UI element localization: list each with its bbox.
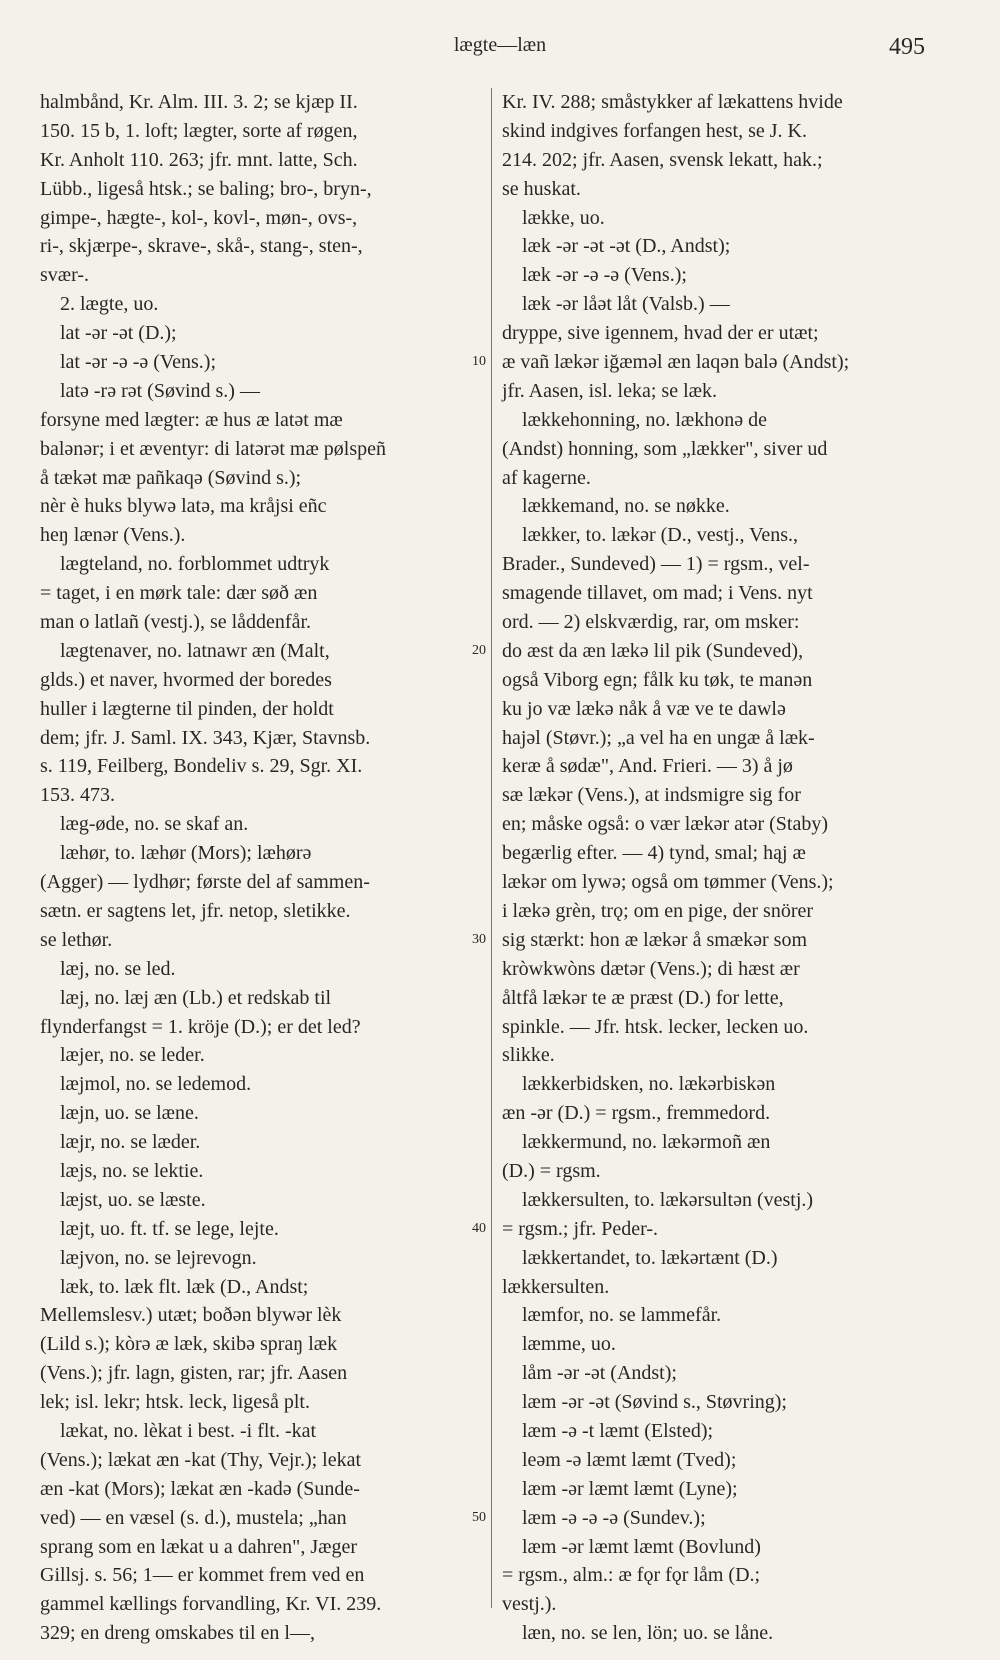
text-line: læk -ər -ət -ət (D., Andst); bbox=[522, 235, 731, 258]
text-line: lækkehonning, no. lækhonə de bbox=[522, 408, 767, 431]
text-line: keræ å sødæ", And. Frieri. — 3) å jø bbox=[502, 755, 793, 778]
text-line: leəm -ə læmt læmt (Tved); bbox=[522, 1448, 737, 1471]
text-line: sig stærkt: hon æ lækər å smækər som bbox=[502, 928, 807, 951]
text-line: (Lild s.); kòrə æ læk, skibə spraŋ læk bbox=[40, 1333, 338, 1356]
text-line: lækkerbidsken, no. lækərbiskən bbox=[522, 1073, 776, 1096]
line-number: 20 bbox=[472, 643, 486, 659]
text-line: (Agger) — lydhør; første del af sammen- bbox=[40, 871, 370, 894]
text-line: lækkemand, no. se nøkke. bbox=[522, 495, 730, 518]
text-line: æn -kat (Mors); lækat æn -kadə (Sunde- bbox=[40, 1477, 360, 1500]
text-line: do æst da æn lækə lil pik (Sundeved), bbox=[502, 639, 804, 662]
line-number: 40 bbox=[472, 1221, 486, 1237]
text-line: lækker, to. lækər (D., vestj., Vens., bbox=[522, 524, 799, 547]
text-line: (Vens.); lækat æn -kat (Thy, Vejr.); lekat bbox=[40, 1448, 362, 1471]
text-line: låm -ər -ət (Andst); bbox=[522, 1362, 677, 1385]
text-line: ri-, skjærpe-, skrave-, skå-, stang-, sten-, bbox=[40, 235, 363, 258]
text-line: åltfå lækər te æ præst (D.) for lette, bbox=[502, 986, 784, 1009]
text-line: 2. lægte, uo. bbox=[60, 293, 159, 316]
text-line: læjer, no. se leder. bbox=[60, 1044, 205, 1067]
text-line: læjmol, no. se ledemod. bbox=[60, 1073, 252, 1096]
text-line: huller i lægterne til pinden, der holdt bbox=[40, 697, 334, 720]
text-line: begærlig efter. — 4) tynd, smal; hąj æ bbox=[502, 842, 806, 865]
text-line: læmme, uo. bbox=[522, 1333, 616, 1356]
text-line: 214. 202; jfr. Aasen, svensk lekatt, hak.; bbox=[502, 148, 823, 171]
line-number: 10 bbox=[472, 354, 486, 370]
text-line: Kr. Anholt 110. 263; jfr. mnt. latte, Sch. bbox=[40, 148, 358, 171]
text-line: s. 119, Feilberg, Bondeliv s. 29, Sgr. XI. bbox=[40, 755, 363, 778]
text-line: 153. 473. bbox=[40, 784, 115, 807]
text-line: læk, to. læk flt. læk (D., Andst; bbox=[60, 1275, 309, 1298]
text-line: læm -ər læmt læmt (Bovlund) bbox=[522, 1535, 761, 1558]
text-line: læm -ə -ə -ə (Sundev.); bbox=[522, 1506, 706, 1529]
text-line: sætn. er sagtens let, jfr. netop, sletikke. bbox=[40, 899, 351, 922]
text-line: æn -ər (D.) = rgsm., fremmedord. bbox=[502, 1102, 771, 1125]
text-line: = rgsm., alm.: æ fǫr fǫr låm (D.; bbox=[502, 1564, 761, 1587]
text-line: læjst, uo. se læste. bbox=[60, 1188, 206, 1211]
line-number: 50 bbox=[472, 1510, 486, 1526]
page-header-title: lægte—læn bbox=[453, 34, 547, 56]
text-line: (D.) = rgsm. bbox=[502, 1159, 601, 1182]
text-line: læmfor, no. se lammefår. bbox=[522, 1304, 722, 1327]
text-line: lækkermund, no. lækərmoñ æn bbox=[522, 1131, 771, 1154]
text-line: lækər om lywə; også om tømmer (Vens.); bbox=[502, 871, 834, 894]
text-line: spinkle. — Jfr. htsk. lecker, lecken uo. bbox=[502, 1015, 809, 1038]
text-line: slikke. bbox=[502, 1044, 555, 1067]
text-line: en; måske også: o vær lækər atər (Staby) bbox=[502, 813, 829, 836]
text-line: læjs, no. se lektie. bbox=[60, 1159, 204, 1182]
text-line: læm -ər læmt læmt (Lyne); bbox=[522, 1477, 738, 1500]
text-line: ved) — en væsel (s. d.), mustela; „han bbox=[40, 1506, 347, 1529]
text-line: gimpe-, hægte-, kol-, kovl-, møn-, ovs-, bbox=[40, 206, 358, 229]
page-number: 495 bbox=[889, 34, 925, 60]
text-line: læn, no. se len, lön; uo. se låne. bbox=[522, 1622, 774, 1645]
text-line: kròwkwòns dætər (Vens.); di hæst ær bbox=[502, 957, 800, 980]
text-line: lækat, no. lèkat i best. -i flt. -kat bbox=[60, 1419, 317, 1442]
text-line: læm -ə -t læmt (Elsted); bbox=[522, 1419, 714, 1442]
text-line: 329; en dreng omskabes til en l—, bbox=[40, 1622, 315, 1645]
text-line: ku jo væ lækə nåk å væ ve te dawlə bbox=[502, 697, 786, 720]
line-number: 30 bbox=[472, 932, 486, 948]
text-line: sæ lækər (Vens.), at indsmigre sig for bbox=[502, 784, 801, 807]
text-line: læjr, no. se læder. bbox=[60, 1131, 201, 1154]
text-line: læm -ər -ət (Søvind s., Støvring); bbox=[522, 1391, 787, 1414]
text-line: læj, no. læj æn (Lb.) et redskab til bbox=[60, 986, 332, 1009]
text-line: se huskat. bbox=[502, 177, 581, 200]
text-line: gammel kællings forvandling, Kr. VI. 239. bbox=[40, 1593, 382, 1616]
text-line: glds.) et naver, hvormed der boredes bbox=[40, 668, 332, 691]
text-line: = taget, i en mørk tale: dær søð æn bbox=[40, 582, 318, 605]
text-line: halmbånd, Kr. Alm. III. 3. 2; se kjæp II. bbox=[40, 91, 358, 113]
text-line: lat -ər -ə -ə (Vens.); bbox=[60, 351, 217, 374]
text-line: (Vens.); jfr. lagn, gisten, rar; jfr. Aasen bbox=[40, 1362, 348, 1385]
text-line: svær-. bbox=[40, 264, 90, 287]
text-line: hajəl (Støvr.); „a vel ha en ungæ å læk- bbox=[502, 726, 815, 749]
text-line: dryppe, sive igennem, hvad der er utæt; bbox=[502, 322, 819, 345]
text-line: læk -ər -ə -ə (Vens.); bbox=[522, 264, 687, 287]
text-line: læjt, uo. ft. tf. se lege, lejte. bbox=[60, 1217, 279, 1240]
text-line: lek; isl. lekr; htsk. leck, ligeså plt. bbox=[40, 1391, 310, 1414]
text-line: jfr. Aasen, isl. leka; se læk. bbox=[502, 379, 717, 402]
text-line: lat -ər -ət (D.); bbox=[60, 322, 177, 345]
text-line: af kagerne. bbox=[502, 466, 591, 489]
text-line: også Viborg egn; fålk ku tøk, te manən bbox=[502, 668, 813, 691]
text-line: læk -ər låət låt (Valsb.) — bbox=[522, 293, 730, 316]
text-line: flynderfangst = 1. kröje (D.); er det led? bbox=[40, 1015, 361, 1038]
text-line: (Andst) honning, som „lækker", siver ud bbox=[502, 437, 828, 460]
text-line: Brader., Sundeved) — 1) = rgsm., vel- bbox=[502, 553, 810, 576]
text-line: å tækət mæ pañkaqə (Søvind s.); bbox=[40, 466, 302, 489]
text-line: heŋ lænər (Vens.). bbox=[40, 524, 186, 547]
text-line: Mellemslesv.) utæt; boðən blywər lèk bbox=[40, 1304, 342, 1327]
right-column bbox=[502, 88, 927, 1648]
text-line: vestj.). bbox=[502, 1593, 557, 1616]
running-head bbox=[0, 34, 1000, 68]
text-line: man o latlañ (vestj.), se låddenfår. bbox=[40, 611, 312, 634]
text-line: lække, uo. bbox=[522, 206, 605, 229]
text-line: sprang som en lækat u a dahren", Jæger bbox=[40, 1535, 357, 1558]
text-line: balənər; i et æventyr: di latərət mæ pølspeñ bbox=[40, 437, 387, 460]
text-line: lækkersulten, to. lækərsultən (vestj.) bbox=[522, 1188, 814, 1211]
text-line: ord. — 2) elskværdig, rar, om msker: bbox=[502, 611, 800, 634]
text-line: latə -rə rət (Søvind s.) — bbox=[60, 379, 260, 402]
text-line: læg-øde, no. se skaf an. bbox=[60, 813, 249, 836]
text-line: læj, no. se led. bbox=[60, 957, 176, 980]
text-line: Kr. IV. 288; småstykker af lækattens hvide bbox=[502, 91, 843, 113]
text-line: Lübb., ligeså htsk.; se baling; bro-, bryn-, bbox=[40, 177, 372, 200]
text-line: se lethør. bbox=[40, 928, 113, 951]
text-line: lækkertandet, to. lækərtænt (D.) bbox=[522, 1246, 778, 1269]
text-line: læhør, to. læhør (Mors); læhørə bbox=[60, 842, 312, 865]
text-line: skind indgives forfangen hest, se J. K. bbox=[502, 119, 807, 142]
text-line: lækkersulten. bbox=[502, 1275, 610, 1298]
text-line: æ vañ lækər iğæməl æn laqən balə (Andst); bbox=[502, 351, 850, 374]
text-line: smagende tillavet, om mad; i Vens. nyt bbox=[502, 582, 813, 605]
text-line: Gillsj. s. 56; 1— er kommet frem ved en bbox=[40, 1564, 365, 1587]
text-line: i lækə grèn, trǫ; om en pige, der snörer bbox=[502, 899, 814, 922]
text-line: nèr è huks blywə latə, ma kråjsi eñc bbox=[40, 495, 327, 518]
text-line: lægtenaver, no. latnawr æn (Malt, bbox=[60, 639, 330, 662]
text-line: dem; jfr. J. Saml. IX. 343, Kjær, Stavnsb. bbox=[40, 726, 371, 749]
left-column bbox=[40, 88, 480, 1648]
column-divider bbox=[491, 88, 492, 1608]
text-line: lægteland, no. forblommet udtryk bbox=[60, 553, 330, 576]
text-line: læjvon, no. se lejrevogn. bbox=[60, 1246, 257, 1269]
text-line: læjn, uo. se læne. bbox=[60, 1102, 199, 1125]
text-line: forsyne med lægter: æ hus æ latət mæ bbox=[40, 408, 343, 431]
text-line: = rgsm.; jfr. Peder-. bbox=[502, 1217, 659, 1240]
text-line: 150. 15 b, 1. loft; lægter, sorte af røgen, bbox=[40, 119, 358, 142]
